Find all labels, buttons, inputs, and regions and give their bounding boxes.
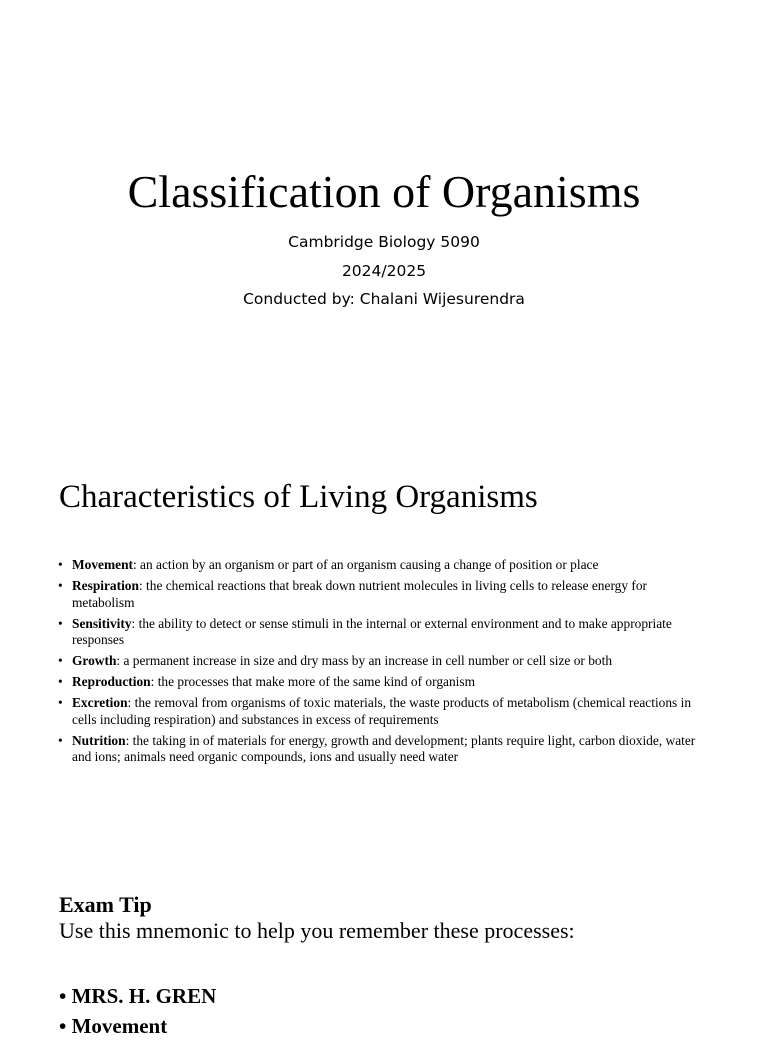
course-name: Cambridge Biology 5090 [288,233,480,251]
mnemonic-item: • Movement [59,1014,168,1038]
definition: : the ability to detect or sense stimuli in the internal or external environment and to make appropriate responses [72,615,672,647]
term: Respiration [72,578,139,593]
definition: : the processes that make more of the same kind of organism [150,674,476,689]
term: Growth [72,653,117,668]
definition: : the chemical reactions that break down nutrient molecules in living cells to release energy for metabolism [72,578,648,610]
list-item-reproduction [57,674,697,691]
bullet: • [58,578,63,593]
exam-tip-title: Exam Tip [59,892,152,917]
list-item-growth [57,653,697,670]
mnemonic-item: • MRS. H. GREN [59,984,217,1008]
term: Movement [72,557,133,572]
list-item-respiration [57,578,697,611]
slide-title: Classification of Organisms [127,166,641,217]
list-item-excretion [57,695,697,728]
mnemonic-list [59,982,216,1042]
conductor-line: Conducted by: Chalani Wijesurendra [243,290,525,308]
exam-tip [59,892,739,944]
definition: : a permanent increase in size and dry mass by an increase in cell number or cell size or both [116,653,613,668]
subtitle-block [0,228,768,314]
definition: : the removal from organisms of toxic materials, the waste products of metabolism (chemical reactions in cells including respiration) and substances in excess of requirements [72,695,692,727]
academic-year: 2024/2025 [341,261,427,280]
exam-tip-text: Use this mnemonic to help you remember these processes: [59,918,575,943]
section-heading: Characteristics of Living Organisms [59,479,538,515]
definition: : an action by an organism or part of an organism causing a change of position or place [132,557,599,572]
bullet: • [58,732,63,748]
bullet: • [58,557,63,572]
definition: : the taking in of materials for energy, growth and development; plants require light, carbon dioxide, water and ions; animals need organic compounds, ions and usually need water [72,732,696,764]
list-item-nutrition [57,733,697,766]
bullet: • [58,674,63,689]
bullet: • [58,615,63,631]
characteristics-list [57,557,697,770]
term: Sensitivity [72,615,132,631]
list-item-movement [57,557,697,574]
bullet: • [58,653,63,668]
term: Nutrition [72,732,126,748]
term: Excretion [72,695,128,710]
list-item-sensitivity [57,616,697,649]
bullet: • [58,695,63,710]
term: Reproduction [72,674,151,689]
